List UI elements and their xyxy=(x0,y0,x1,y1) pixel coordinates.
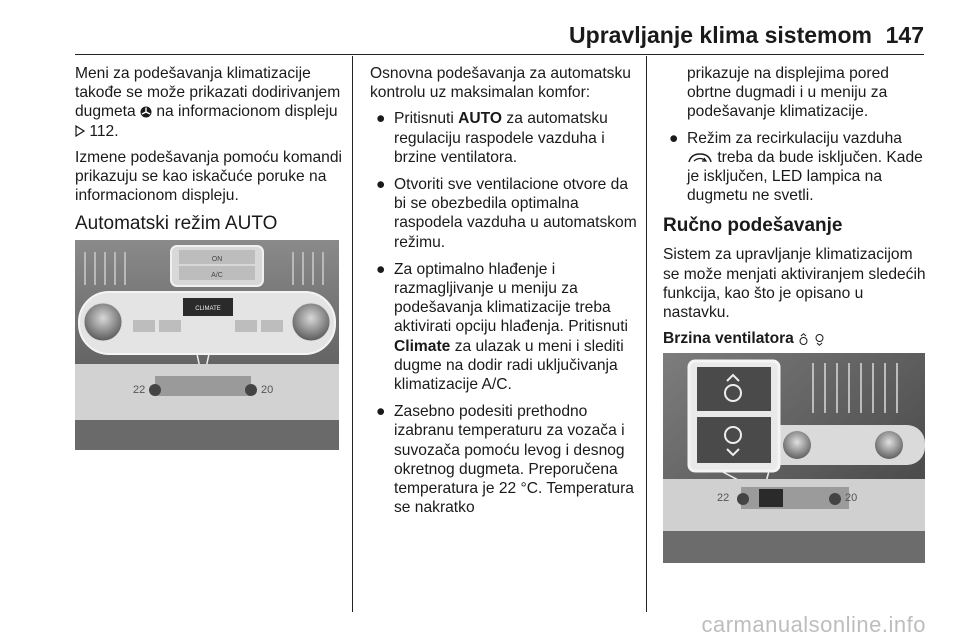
paragraph-continued: prikazuje na displejima pored obrtne dugmadi i u meniju za podešavanje klimatizacije. xyxy=(687,65,889,121)
section-heading-manual: Ručno podešavanje xyxy=(663,215,843,237)
right-temp-readout: 20 xyxy=(261,384,274,396)
paragraph-popup: Izmene podešavanja pomoću komandi prikazuju se kao iskačuće poruke na informacionom displeju. xyxy=(75,148,342,205)
column-2 xyxy=(370,64,640,525)
page-number: 147 xyxy=(885,22,924,48)
climate-panel-photo xyxy=(75,240,339,450)
right-temp-readout: 20 xyxy=(845,492,858,504)
bullet: ● xyxy=(376,110,386,128)
page-title: Upravljanje klima sistemom xyxy=(569,22,872,48)
paragraph-menu: Meni za podešavanja klimatizacije takođe se može prikazati dodirivanjem dugmeta na informacionom displeju 112. xyxy=(75,65,341,140)
column-divider-2 xyxy=(646,56,647,612)
ac-button-label: A/C xyxy=(211,272,223,279)
paragraph-manual: Sistem za upravljanje klimatizacijom se može menjati aktiviranjem sledećih funkcija, kao što je opisano u nastavku. xyxy=(663,246,926,322)
climate-panel-illustration xyxy=(75,240,339,450)
left-temp-readout: 22 xyxy=(133,384,146,396)
column-divider-1 xyxy=(352,56,353,612)
bullet: ● xyxy=(376,260,386,278)
list-item-cooling: ● Za optimalno hlađenje i razmagljivanje u meniju za podešavanja klimatizacije treba aktivirati opciju hlađenja. Pritisnuti Climate za ulazak u meni i slediti dugme na dodir radi uključivanja klimatizacije A/C. xyxy=(376,260,629,394)
header-rule xyxy=(75,54,924,55)
climate-button-label: CLIMATE xyxy=(195,306,221,312)
fan-menu-icon xyxy=(140,106,152,118)
list-item-auto: ● Pritisnuti AUTO za automatsku regulaciju raspodele vazduha i brzine ventilatora. xyxy=(376,110,608,166)
left-temp-readout: 22 xyxy=(717,492,730,504)
fan-speed-down-icon xyxy=(814,333,825,346)
paragraph-intro: Osnovna podešavanja za automatsku kontrolu uz maksimalan komfor: xyxy=(370,65,631,102)
page-reference-icon xyxy=(75,125,85,137)
fan-speed-up-icon xyxy=(798,333,809,346)
bullet: ● xyxy=(376,403,386,421)
on-button-label: ON xyxy=(211,256,223,263)
column-3 xyxy=(663,64,928,355)
subheading-fan-speed: Brzina ventilatora xyxy=(663,329,928,348)
watermark: carmanualsonline.info xyxy=(701,612,926,637)
bullet: ● xyxy=(376,176,386,194)
fan-speed-illustration xyxy=(663,353,925,563)
fan-speed-photo xyxy=(663,353,925,563)
page-reference-link[interactable]: 112. xyxy=(89,122,119,140)
list-item-temperature: ● Zasebno podesiti prethodno izabranu temperaturu za vozača i suvozača pomoću levog i desnog okretnog dugmeta. Preporučena temperatura je 22 °C. Temperatura se nakratko xyxy=(376,403,634,517)
bullet: ● xyxy=(669,129,679,147)
list-item-vents: ● Otvoriti sve ventilacione otvore da bi se obezbedila optimalna raspodela vazduha u automatskom režimu. xyxy=(376,176,637,251)
column-1 xyxy=(75,64,347,245)
recirculation-icon xyxy=(687,152,713,164)
section-heading-auto: Automatski režim AUTO xyxy=(75,213,278,235)
list-item-recirculation: ● Režim za recirkulaciju vazduha treba da bude isključen. Kade je isključen, LED lampica na dugmetu ne svetli. xyxy=(669,129,923,205)
